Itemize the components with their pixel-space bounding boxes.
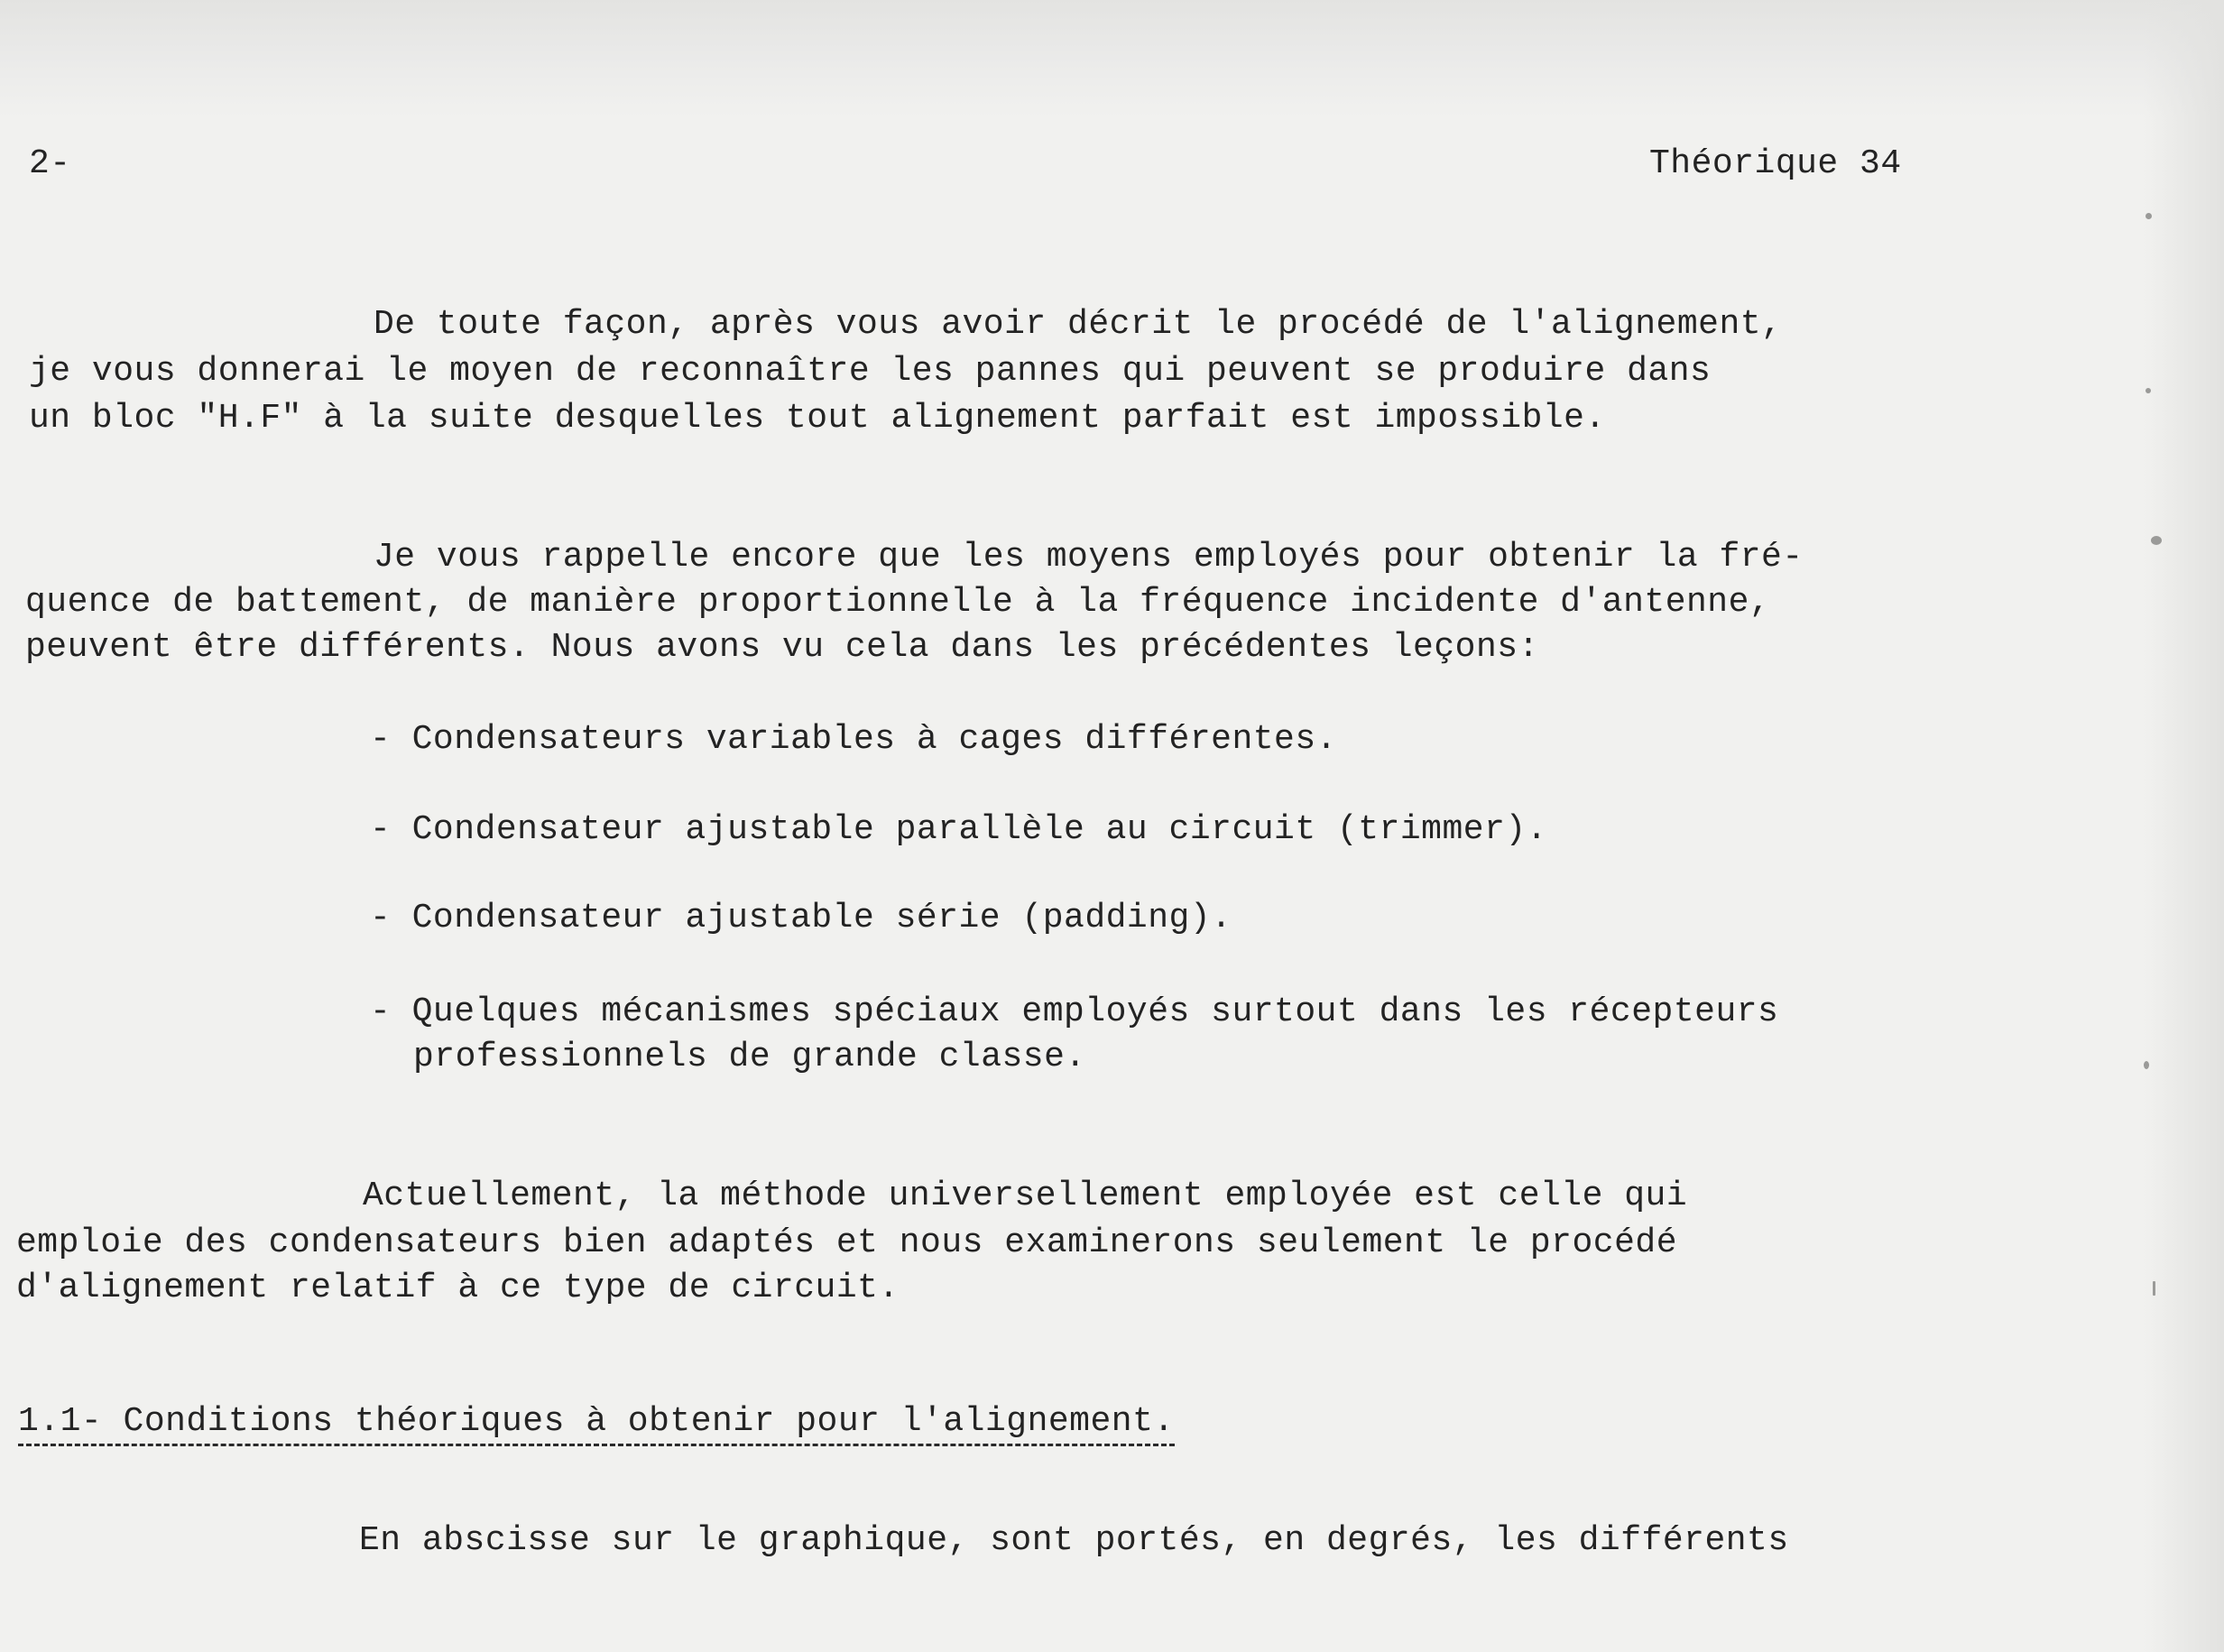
- paragraph-4-line-1: En abscisse sur le graphique, sont portés, en degrés, les différents: [359, 1521, 1789, 1560]
- section-label: Théorique 34: [1649, 144, 1902, 183]
- paragraph-2-line-1: Je vous rappelle encore que les moyens employés pour obtenir la fré-: [374, 538, 1804, 577]
- paragraph-3-line-2: emploie des condensateurs bien adaptés et nous examinerons seulement le procédé: [16, 1223, 1677, 1262]
- scan-shadow-top: [0, 0, 2224, 117]
- scan-speck: [2153, 1281, 2155, 1296]
- list-item-3: - Condensateur ajustable série (padding).: [370, 899, 1232, 937]
- scan-speck: [2151, 536, 2162, 545]
- page-number: 2-: [29, 144, 71, 183]
- scan-speck: [2146, 213, 2152, 219]
- scan-speck: [2146, 388, 2151, 393]
- paragraph-2-line-3: peuvent être différents. Nous avons vu cela dans les précédentes leçons:: [25, 628, 1539, 667]
- scan-shadow-right: [2143, 0, 2224, 1652]
- list-item-1: - Condensateurs variables à cages différentes.: [370, 720, 1337, 759]
- paragraph-1-line-2: je vous donnerai le moyen de reconnaître les pannes qui peuvent se produire dans: [29, 352, 1712, 391]
- paragraph-3-line-1: Actuellement, la méthode universellement employée est celle qui: [363, 1177, 1688, 1215]
- list-item-4-line-2: professionnels de grande classe.: [413, 1038, 1086, 1076]
- paragraph-1-line-3: un bloc "H.F" à la suite desquelles tout alignement parfait est impossible.: [29, 399, 1606, 438]
- list-item-4-line-1: - Quelques mécanismes spéciaux employés surtout dans les récepteurs: [370, 992, 1779, 1031]
- paragraph-3-line-3: d'alignement relatif à ce type de circuit.: [16, 1269, 900, 1307]
- list-item-2: - Condensateur ajustable parallèle au circuit (trimmer).: [370, 810, 1548, 849]
- scan-speck: [2144, 1061, 2149, 1069]
- paragraph-2-line-2: quence de battement, de manière proportionnelle à la fréquence incidente d'antenne,: [25, 583, 1771, 622]
- paragraph-1-line-1: De toute façon, après vous avoir décrit le procédé de l'alignement,: [374, 305, 1783, 344]
- section-heading: 1.1- Conditions théoriques à obtenir pour l'alignement.: [18, 1402, 1175, 1446]
